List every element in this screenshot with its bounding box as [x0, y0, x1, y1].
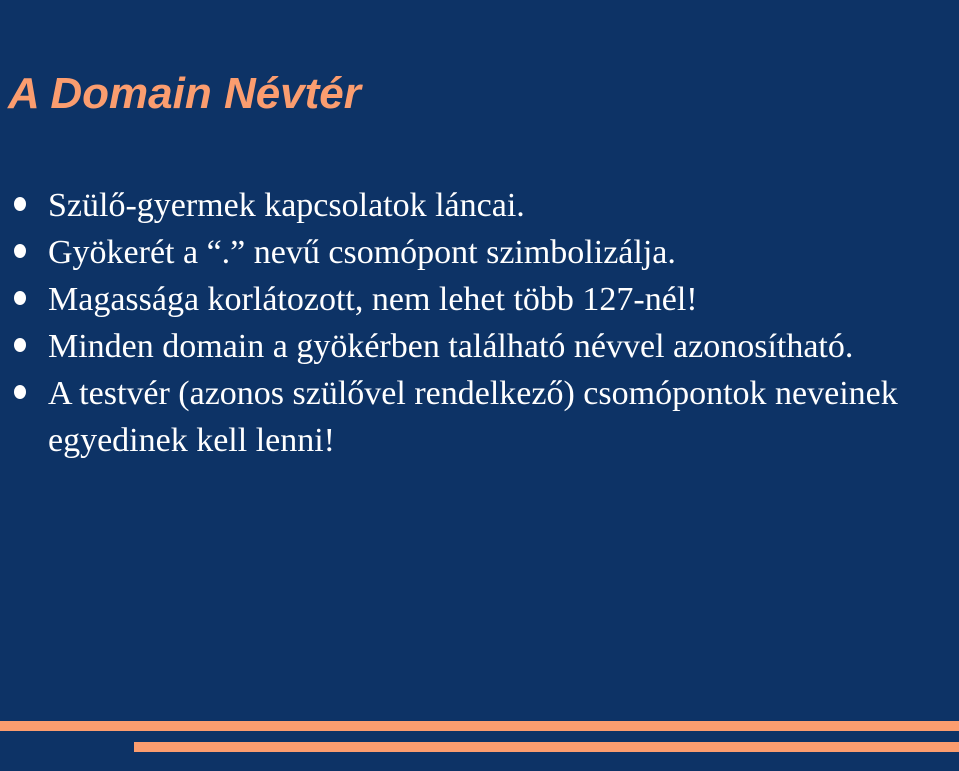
bullet-item	[0, 276, 920, 323]
bullet-text: Gyökerét a “.” nevű csomópont szimbolizálja.	[48, 234, 676, 271]
bullet-item	[0, 323, 920, 370]
bullet-dot-icon	[14, 197, 26, 211]
bullet-dot-icon	[14, 385, 26, 399]
slide-title: A Domain Névtér	[8, 69, 361, 118]
bullet-text: Szülő-gyermek kapcsolatok láncai.	[48, 187, 525, 224]
bullet-text: Minden domain a gyökérben található névvel azonosítható.	[48, 328, 854, 365]
bullet-dot-icon	[14, 244, 26, 258]
bullet-item	[0, 370, 920, 464]
bullet-dot-icon	[14, 291, 26, 305]
bullet-item	[0, 229, 920, 276]
decorative-bar-bottom	[134, 742, 959, 752]
decorative-bar-top	[0, 721, 959, 731]
bullet-list	[0, 182, 920, 464]
bullet-text: A testvér (azonos szülővel rendelkező) csomópontok neveinek egyedinek kell lenni!	[48, 375, 898, 459]
bullet-text: Magassága korlátozott, nem lehet több 127-nél!	[48, 281, 698, 318]
bullet-dot-icon	[14, 338, 26, 352]
bullet-item	[0, 182, 920, 229]
